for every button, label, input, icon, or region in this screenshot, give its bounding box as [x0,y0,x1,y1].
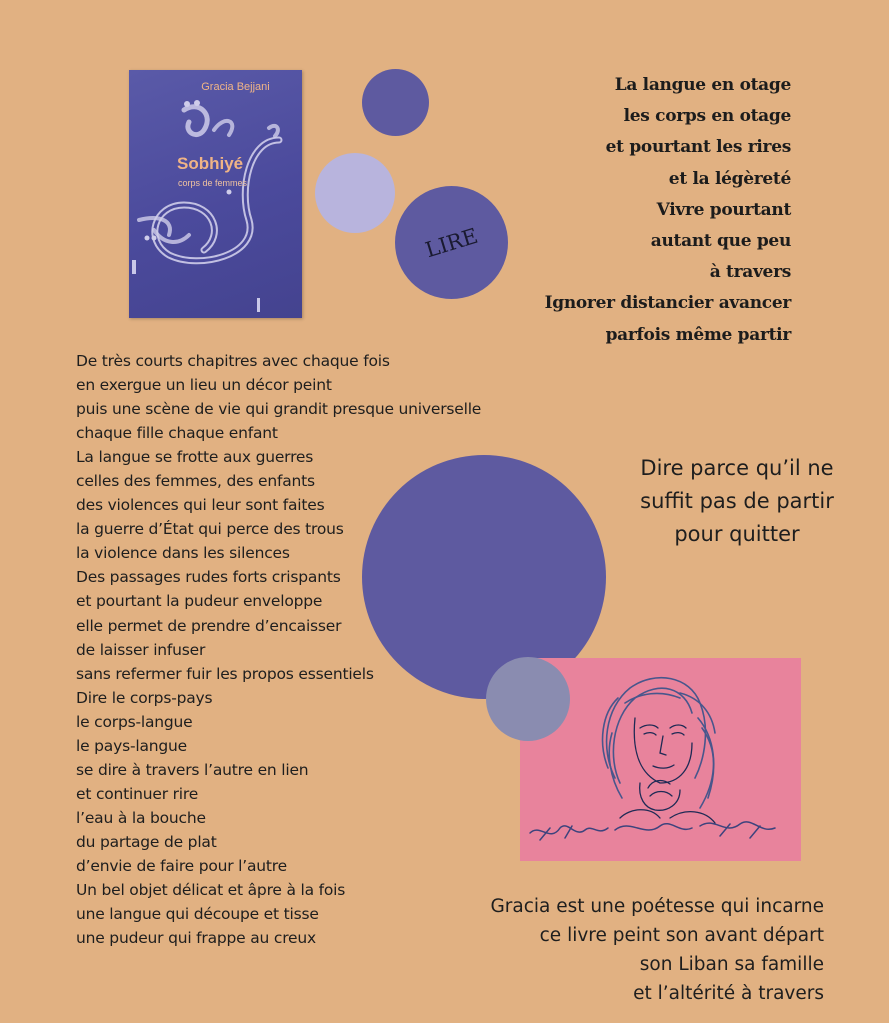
poem-block [431,70,791,351]
review-text [76,349,516,950]
poem-line: et la légèreté [668,168,791,189]
text-line: De très courts chapitres avec chaque fois [76,352,390,370]
text-line: d’envie de faire pour l’autre [76,856,287,875]
note-line: et l’altérité à travers [633,983,824,1004]
text-line: Un bel objet délicat et âpre à la fois [76,881,346,900]
poem-line: Ignorer distancier avancer [544,293,791,314]
text-line: et pourtant la pudeur enveloppe [76,592,323,611]
poem-line: La langue en otage [614,75,791,95]
quote-line: Dire parce qu’il ne [640,456,834,480]
text-line: chaque fille chaque enfant [76,424,278,443]
book-subtitle: corps de femmes [178,178,248,188]
text-line: de laisser infuser [76,640,206,659]
text-line: la guerre d’État qui perce des trous [76,520,344,539]
text-line: La langue se frotte aux guerres [76,448,314,467]
poem-line: et pourtant les rires [605,137,791,158]
text-line: se dire à travers l’autre en lien [76,760,309,779]
poem-line: parfois même partir [605,324,791,345]
book-cover-image[interactable] [129,70,302,318]
book-title: Sobhiyé [177,154,244,173]
quote-block [617,452,857,551]
text-line: la violence dans les silences [76,544,290,563]
poem-line: les corps en otage [623,106,791,127]
text-line: Dire le corps-pays [76,688,213,707]
text-line: puis une scène de vie qui grandit presque universelle [76,400,482,419]
poem-line: à travers [709,262,791,283]
decorative-circle-top [362,69,429,136]
text-line: et continuer rire [76,784,199,803]
text-line: elle permet de prendre d’encaisser [76,616,342,635]
poem-line: Vivre pourtant [656,199,791,220]
poem-line: autant que peu [650,231,791,252]
text-line: Des passages rudes forts crispants [76,568,341,587]
decorative-circle-grey [486,657,570,741]
book-author: Gracia Bejjani [201,81,270,93]
text-line: sans refermer fuir les propos essentiels [76,664,374,683]
arabic-calligraphy-graphic [129,70,302,318]
publisher-mark [257,298,260,312]
note-line: Gracia est une poétesse qui incarne [490,896,824,917]
text-line: celles des femmes, des enfants [76,472,315,491]
text-line: une pudeur qui frappe au creux [76,929,316,948]
text-line: l’eau à la bouche [76,808,206,827]
quote-line: pour quitter [674,522,800,546]
text-line: du partage de plat [76,832,217,851]
text-line: en exergue un lieu un décor peint [76,376,332,395]
note-line: ce livre peint son avant départ [539,925,824,946]
lire-link[interactable]: LIRE [422,223,481,262]
note-line: son Liban sa famille [639,954,824,975]
text-line: une langue qui découpe et tisse [76,905,319,924]
author-note [424,892,824,1008]
decorative-circle-light [315,153,395,233]
quote-line: suffit pas de partir [640,489,834,513]
text-line: le pays-langue [76,736,187,755]
text-line: des violences qui leur sont faites [76,496,325,515]
text-line: le corps-langue [76,712,193,731]
